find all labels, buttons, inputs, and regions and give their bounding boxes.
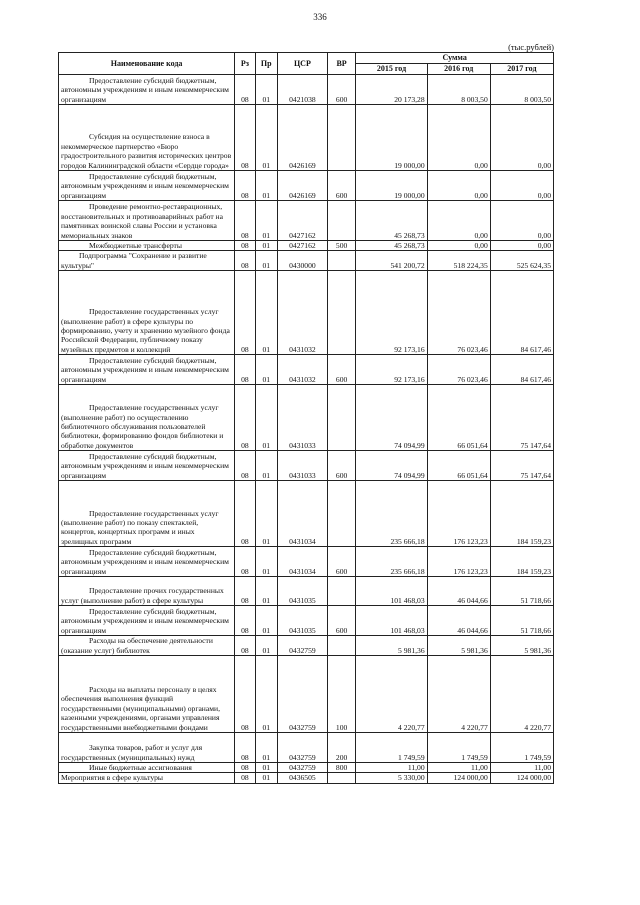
header-year-2015: 2015 год bbox=[356, 64, 427, 75]
page-number: 336 bbox=[313, 12, 327, 22]
budget-table bbox=[58, 52, 554, 784]
row-rz: 08 bbox=[235, 763, 255, 773]
row-amount-2015: 74 094,99 bbox=[356, 385, 427, 451]
row-amount-2015: 101 468,03 bbox=[356, 577, 427, 606]
row-name: Субсидия на осуществление взноса в некоммерческое партнерство «Бюро градостроительного развития исторических центров городов Калининградской области «Сердце города» bbox=[59, 105, 235, 171]
row-amount-2015: 11,00 bbox=[356, 763, 427, 773]
row-csr: 0432759 bbox=[277, 763, 327, 773]
table-row bbox=[59, 105, 554, 171]
table-row bbox=[59, 251, 554, 271]
row-amount-2017: 4 220,77 bbox=[490, 656, 553, 733]
units-label: (тыс.рублей) bbox=[508, 42, 554, 52]
row-pr: 01 bbox=[255, 763, 277, 773]
header-pr: Пр bbox=[255, 53, 277, 75]
row-vr: 100 bbox=[327, 656, 356, 733]
row-amount-2015: 45 268,73 bbox=[356, 201, 427, 241]
row-csr: 0432759 bbox=[277, 636, 327, 656]
row-amount-2016: 46 044,66 bbox=[427, 577, 490, 606]
row-csr: 0430000 bbox=[277, 251, 327, 271]
row-pr: 01 bbox=[255, 251, 277, 271]
row-rz: 08 bbox=[235, 251, 255, 271]
table-row bbox=[59, 201, 554, 241]
row-vr: 800 bbox=[327, 763, 356, 773]
row-amount-2017: 75 147,64 bbox=[490, 451, 553, 481]
table-row bbox=[59, 773, 554, 783]
row-amount-2017: 124 000,00 bbox=[490, 773, 553, 783]
row-amount-2015: 92 173,16 bbox=[356, 355, 427, 385]
header-vr: ВР bbox=[327, 53, 356, 75]
row-name: Межбюджетные трансферты bbox=[59, 241, 235, 251]
row-csr: 0426169 bbox=[277, 105, 327, 171]
row-pr: 01 bbox=[255, 105, 277, 171]
row-pr: 01 bbox=[255, 355, 277, 385]
row-csr: 0431033 bbox=[277, 451, 327, 481]
row-pr: 01 bbox=[255, 656, 277, 733]
table-row bbox=[59, 656, 554, 733]
row-name: Предоставление субсидий бюджетным, автономным учреждениям и иным некоммерческим организациям bbox=[59, 606, 235, 636]
row-csr: 0431034 bbox=[277, 481, 327, 547]
row-amount-2016: 46 044,66 bbox=[427, 606, 490, 636]
row-pr: 01 bbox=[255, 271, 277, 355]
row-name: Расходы на обеспечение деятельности (оказание услуг) библиотек bbox=[59, 636, 235, 656]
row-amount-2015: 19 000,00 bbox=[356, 105, 427, 171]
row-amount-2017: 51 718,66 bbox=[490, 577, 553, 606]
row-amount-2015: 541 200,72 bbox=[356, 251, 427, 271]
row-name: Мероприятия в сфере культуры bbox=[59, 773, 235, 783]
row-vr bbox=[327, 577, 356, 606]
row-amount-2017: 84 617,46 bbox=[490, 271, 553, 355]
row-pr: 01 bbox=[255, 241, 277, 251]
row-amount-2015: 74 094,99 bbox=[356, 451, 427, 481]
row-csr: 0431034 bbox=[277, 547, 327, 577]
row-vr: 600 bbox=[327, 547, 356, 577]
row-csr: 0432759 bbox=[277, 656, 327, 733]
row-pr: 01 bbox=[255, 636, 277, 656]
table-row bbox=[59, 481, 554, 547]
row-name: Иные бюджетные ассигнования bbox=[59, 763, 235, 773]
row-amount-2015: 101 468,03 bbox=[356, 606, 427, 636]
row-amount-2017: 0,00 bbox=[490, 201, 553, 241]
row-csr: 0431033 bbox=[277, 385, 327, 451]
row-vr: 600 bbox=[327, 75, 356, 105]
row-csr: 0432759 bbox=[277, 733, 327, 763]
row-amount-2017: 0,00 bbox=[490, 105, 553, 171]
row-csr: 0431032 bbox=[277, 271, 327, 355]
row-rz: 08 bbox=[235, 451, 255, 481]
row-pr: 01 bbox=[255, 606, 277, 636]
row-rz: 08 bbox=[235, 75, 255, 105]
row-rz: 08 bbox=[235, 355, 255, 385]
table-row bbox=[59, 271, 554, 355]
row-pr: 01 bbox=[255, 773, 277, 783]
row-amount-2017: 84 617,46 bbox=[490, 355, 553, 385]
row-vr bbox=[327, 481, 356, 547]
row-amount-2016: 66 051,64 bbox=[427, 385, 490, 451]
table-row bbox=[59, 763, 554, 773]
row-amount-2016: 0,00 bbox=[427, 241, 490, 251]
header-year-2016: 2016 год bbox=[427, 64, 490, 75]
row-pr: 01 bbox=[255, 577, 277, 606]
row-name: Подпрограмма "Сохранение и развитие культуры" bbox=[59, 251, 235, 271]
row-csr: 0436505 bbox=[277, 773, 327, 783]
row-rz: 08 bbox=[235, 201, 255, 241]
table-row bbox=[59, 733, 554, 763]
row-rz: 08 bbox=[235, 241, 255, 251]
row-amount-2017: 0,00 bbox=[490, 241, 553, 251]
row-amount-2017: 525 624,35 bbox=[490, 251, 553, 271]
row-amount-2016: 76 023,46 bbox=[427, 271, 490, 355]
row-amount-2015: 235 666,18 bbox=[356, 481, 427, 547]
row-vr: 500 bbox=[327, 241, 356, 251]
row-vr: 600 bbox=[327, 451, 356, 481]
table-row bbox=[59, 606, 554, 636]
row-amount-2015: 5 330,00 bbox=[356, 773, 427, 783]
row-rz: 08 bbox=[235, 547, 255, 577]
row-amount-2015: 5 981,36 bbox=[356, 636, 427, 656]
row-amount-2016: 176 123,23 bbox=[427, 547, 490, 577]
row-csr: 0427162 bbox=[277, 201, 327, 241]
table-row bbox=[59, 636, 554, 656]
row-amount-2016: 518 224,35 bbox=[427, 251, 490, 271]
row-name: Предоставление субсидий бюджетным, автономным учреждениям и иным некоммерческим организациям bbox=[59, 75, 235, 105]
table-row bbox=[59, 547, 554, 577]
row-name: Предоставление субсидий бюджетным, автономным учреждениям и иным некоммерческим организациям bbox=[59, 171, 235, 201]
row-name: Предоставление государственных услуг (выполнение работ) по осуществлению библиотечного обслуживания пользователей библиотеки, формированию фондов библиотеки и обработке документов bbox=[59, 385, 235, 451]
row-amount-2016: 1 749,59 bbox=[427, 733, 490, 763]
row-rz: 08 bbox=[235, 656, 255, 733]
row-vr bbox=[327, 105, 356, 171]
row-vr bbox=[327, 636, 356, 656]
row-pr: 01 bbox=[255, 451, 277, 481]
row-rz: 08 bbox=[235, 271, 255, 355]
row-csr: 0427162 bbox=[277, 241, 327, 251]
row-amount-2017: 1 749,59 bbox=[490, 733, 553, 763]
row-pr: 01 bbox=[255, 481, 277, 547]
row-rz: 08 bbox=[235, 606, 255, 636]
row-amount-2016: 11,00 bbox=[427, 763, 490, 773]
row-rz: 08 bbox=[235, 636, 255, 656]
row-amount-2017: 5 981,36 bbox=[490, 636, 553, 656]
row-amount-2016: 4 220,77 bbox=[427, 656, 490, 733]
row-amount-2016: 66 051,64 bbox=[427, 451, 490, 481]
row-vr: 600 bbox=[327, 355, 356, 385]
row-rz: 08 bbox=[235, 733, 255, 763]
row-amount-2016: 124 000,00 bbox=[427, 773, 490, 783]
row-pr: 01 bbox=[255, 547, 277, 577]
header-csr: ЦСР bbox=[277, 53, 327, 75]
table-row bbox=[59, 75, 554, 105]
table-body bbox=[59, 75, 554, 784]
row-rz: 08 bbox=[235, 773, 255, 783]
row-vr bbox=[327, 271, 356, 355]
table-row bbox=[59, 241, 554, 251]
row-amount-2016: 5 981,36 bbox=[427, 636, 490, 656]
table-row bbox=[59, 451, 554, 481]
row-csr: 0431035 bbox=[277, 606, 327, 636]
row-amount-2017: 184 159,23 bbox=[490, 481, 553, 547]
row-amount-2015: 1 749,59 bbox=[356, 733, 427, 763]
row-name: Предоставление субсидий бюджетным, автономным учреждениям и иным некоммерческим организациям bbox=[59, 451, 235, 481]
row-rz: 08 bbox=[235, 105, 255, 171]
row-name: Предоставление государственных услуг (выполнение работ) по показу спектаклей, концертов, концертных программ и иных зрелищных программ bbox=[59, 481, 235, 547]
row-pr: 01 bbox=[255, 201, 277, 241]
row-csr: 0426169 bbox=[277, 171, 327, 201]
row-vr: 600 bbox=[327, 606, 356, 636]
row-amount-2015: 92 173,16 bbox=[356, 271, 427, 355]
row-pr: 01 bbox=[255, 75, 277, 105]
row-amount-2017: 184 159,23 bbox=[490, 547, 553, 577]
header-name: Наименование кода bbox=[59, 53, 235, 75]
row-amount-2017: 75 147,64 bbox=[490, 385, 553, 451]
header-rz: Рз bbox=[235, 53, 255, 75]
row-amount-2016: 8 003,50 bbox=[427, 75, 490, 105]
row-amount-2016: 0,00 bbox=[427, 105, 490, 171]
table-row bbox=[59, 577, 554, 606]
header-year-2017: 2017 год bbox=[490, 64, 553, 75]
row-name: Предоставление субсидий бюджетным, автономным учреждениям и иным некоммерческим организациям bbox=[59, 355, 235, 385]
row-name: Проведение ремонтно-реставрационных, восстановительных и противоаварийных работ на памятниках воинской славы России и установка мемориальных знаков bbox=[59, 201, 235, 241]
row-name: Предоставление прочих государственных услуг (выполнение работ) в сфере культуры bbox=[59, 577, 235, 606]
row-csr: 0431035 bbox=[277, 577, 327, 606]
row-amount-2016: 0,00 bbox=[427, 201, 490, 241]
row-name: Предоставление субсидий бюджетным, автономным учреждениям и иным некоммерческим организациям bbox=[59, 547, 235, 577]
row-rz: 08 bbox=[235, 577, 255, 606]
row-pr: 01 bbox=[255, 385, 277, 451]
table-row bbox=[59, 385, 554, 451]
row-rz: 08 bbox=[235, 481, 255, 547]
row-amount-2015: 4 220,77 bbox=[356, 656, 427, 733]
row-amount-2016: 76 023,46 bbox=[427, 355, 490, 385]
row-vr bbox=[327, 251, 356, 271]
row-amount-2015: 45 268,73 bbox=[356, 241, 427, 251]
row-csr: 0431032 bbox=[277, 355, 327, 385]
row-name: Закупка товаров, работ и услуг для государственных (муниципальных) нужд bbox=[59, 733, 235, 763]
row-pr: 01 bbox=[255, 733, 277, 763]
row-amount-2016: 176 123,23 bbox=[427, 481, 490, 547]
table-row bbox=[59, 171, 554, 201]
row-amount-2016: 0,00 bbox=[427, 171, 490, 201]
row-amount-2017: 51 718,66 bbox=[490, 606, 553, 636]
row-vr bbox=[327, 385, 356, 451]
row-vr bbox=[327, 773, 356, 783]
row-amount-2017: 0,00 bbox=[490, 171, 553, 201]
row-amount-2015: 20 173,28 bbox=[356, 75, 427, 105]
table-row bbox=[59, 355, 554, 385]
row-csr: 0421038 bbox=[277, 75, 327, 105]
row-rz: 08 bbox=[235, 171, 255, 201]
row-rz: 08 bbox=[235, 385, 255, 451]
header-sum: Сумма bbox=[356, 53, 554, 64]
row-amount-2017: 11,00 bbox=[490, 763, 553, 773]
row-vr: 200 bbox=[327, 733, 356, 763]
row-amount-2015: 19 000,00 bbox=[356, 171, 427, 201]
row-amount-2017: 8 003,50 bbox=[490, 75, 553, 105]
row-amount-2015: 235 666,18 bbox=[356, 547, 427, 577]
row-name: Предоставление государственных услуг (выполнение работ) в сфере культуры по формированию, учету и хранению музейного фонда Российской Федерации, публичному показу музейных предметов и коллекций bbox=[59, 271, 235, 355]
row-vr bbox=[327, 201, 356, 241]
row-name: Расходы на выплаты персоналу в целях обеспечения выполнения функций государственными (муниципальными) органами, казенными учреждениями, органами управления государственными внебюджетными фондами bbox=[59, 656, 235, 733]
row-vr: 600 bbox=[327, 171, 356, 201]
row-pr: 01 bbox=[255, 171, 277, 201]
